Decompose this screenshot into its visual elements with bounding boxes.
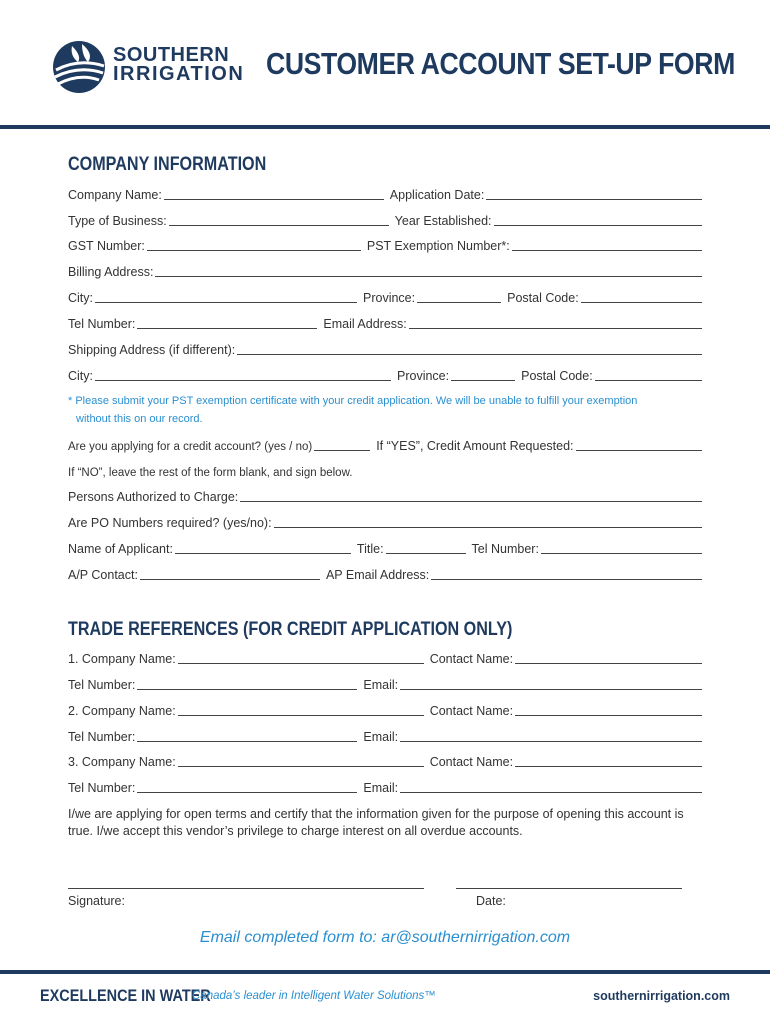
row-shipping-city bbox=[68, 365, 702, 385]
shipping-city-field[interactable] bbox=[95, 367, 391, 381]
applicant-tel-field[interactable] bbox=[541, 540, 702, 554]
ref1-contact-field[interactable] bbox=[515, 650, 702, 664]
shipping-address-field[interactable] bbox=[237, 341, 702, 355]
date-field[interactable] bbox=[456, 888, 682, 889]
row-type-of-business bbox=[68, 210, 702, 230]
signature-field[interactable] bbox=[68, 888, 424, 889]
label-name-of-applicant: Name of Applicant: bbox=[68, 542, 173, 556]
email-instruction[interactable]: Email completed form to: ar@southernirrigation.com bbox=[199, 929, 571, 946]
label-credit-question: Are you applying for a credit account? (yes / no) bbox=[68, 441, 313, 453]
ref2-company-field[interactable] bbox=[178, 702, 424, 716]
label-shipping-address: Shipping Address (if different): bbox=[68, 343, 236, 357]
certification-text: I/we are applying for open terms and certify that the information given for the purpose of opening this account is true. I/we accept this vendor’s privilege to charge interest on all overdue accounts. bbox=[68, 807, 684, 838]
label-email-address: Email Address: bbox=[323, 317, 407, 331]
company-name-field[interactable] bbox=[164, 186, 384, 200]
label-ap-contact: A/P Contact: bbox=[68, 568, 138, 582]
label-postal-code: Postal Code: bbox=[507, 291, 579, 305]
label-pst-exemption: PST Exemption Number*: bbox=[366, 239, 510, 253]
pst-note-line-2: without this on our record. bbox=[76, 413, 203, 425]
year-established-field[interactable] bbox=[494, 212, 703, 226]
row-gst-number bbox=[68, 235, 702, 255]
footer-slogan: EXCELLENCE IN WATER bbox=[40, 986, 211, 1005]
gst-number-field[interactable] bbox=[147, 237, 361, 251]
label-credit-amount: If “YES”, Credit Amount Requested: bbox=[376, 439, 574, 453]
ref2-contact-field[interactable] bbox=[515, 702, 702, 716]
label-tel-number: Tel Number: bbox=[68, 317, 136, 331]
row-shipping-address bbox=[68, 339, 702, 359]
page-title: CUSTOMER ACCOUNT SET-UP FORM bbox=[266, 46, 735, 81]
billing-address-field[interactable] bbox=[155, 263, 702, 277]
label-company-name: Company Name: bbox=[68, 188, 162, 202]
label-billing-address: Billing Address: bbox=[68, 265, 154, 279]
label-applicant-tel: Tel Number: bbox=[471, 542, 539, 556]
section-title-company-information: COMPANY INFORMATION bbox=[68, 154, 267, 175]
label-ref2-contact: Contact Name: bbox=[429, 704, 514, 718]
row-applicant bbox=[68, 538, 702, 558]
label-year-established: Year Established: bbox=[394, 214, 492, 228]
row-company-name bbox=[68, 184, 702, 204]
row-billing-address bbox=[68, 261, 702, 281]
header bbox=[0, 0, 770, 132]
ref1-company-field[interactable] bbox=[178, 650, 424, 664]
trade-ref-2-tel-row bbox=[68, 726, 702, 746]
pst-exemption-field[interactable] bbox=[512, 237, 702, 251]
label-shipping-city: City: bbox=[68, 369, 93, 383]
row-ap-contact bbox=[68, 564, 702, 584]
trade-ref-2-company-row bbox=[68, 700, 702, 720]
type-of-business-field[interactable] bbox=[169, 212, 389, 226]
no-instruction-text: If “NO”, leave the rest of the form blank, and sign below. bbox=[68, 467, 353, 479]
ap-email-field[interactable] bbox=[431, 566, 702, 580]
province-field[interactable] bbox=[417, 289, 501, 303]
po-required-field[interactable] bbox=[274, 514, 702, 528]
trade-ref-1-company-row bbox=[68, 648, 702, 668]
city-field[interactable] bbox=[95, 289, 357, 303]
credit-yes-no-field[interactable] bbox=[314, 437, 370, 451]
label-ref1-tel: Tel Number: bbox=[68, 678, 136, 692]
footer-divider bbox=[0, 970, 770, 974]
applicant-title-field[interactable] bbox=[386, 540, 466, 554]
label-po-required: Are PO Numbers required? (yes/no): bbox=[68, 516, 272, 530]
shipping-province-field[interactable] bbox=[451, 367, 515, 381]
footer-website-link[interactable]: southernirrigation.com bbox=[593, 989, 730, 1003]
ref1-email-field[interactable] bbox=[400, 676, 702, 690]
label-ref1-contact: Contact Name: bbox=[429, 652, 514, 666]
label-ref3-company: 3. Company Name: bbox=[68, 755, 176, 769]
trade-ref-3-company-row bbox=[68, 751, 702, 771]
ref1-tel-field[interactable] bbox=[137, 676, 357, 690]
name-of-applicant-field[interactable] bbox=[175, 540, 351, 554]
label-province: Province: bbox=[363, 291, 416, 305]
label-ref2-email: Email: bbox=[363, 730, 399, 744]
ref3-email-field[interactable] bbox=[400, 779, 702, 793]
label-ref2-tel: Tel Number: bbox=[68, 730, 136, 744]
label-shipping-province: Province: bbox=[397, 369, 450, 383]
pst-exemption-note bbox=[68, 392, 637, 428]
label-gst-number: GST Number: bbox=[68, 239, 145, 253]
label-ref3-contact: Contact Name: bbox=[429, 755, 514, 769]
pst-note-line-1: * Please submit your PST exemption certificate with your credit application. We will be unable to fulfill your exemption bbox=[68, 395, 638, 407]
credit-amount-field[interactable] bbox=[576, 437, 702, 451]
ref2-tel-field[interactable] bbox=[137, 728, 357, 742]
label-persons-authorized: Persons Authorized to Charge: bbox=[68, 490, 239, 504]
trade-ref-1-tel-row bbox=[68, 674, 702, 694]
postal-code-field[interactable] bbox=[581, 289, 702, 303]
label-shipping-postal-code: Postal Code: bbox=[521, 369, 593, 383]
signature-label: Signature: bbox=[68, 894, 125, 908]
label-city: City: bbox=[68, 291, 93, 305]
logo-wordmark: SOUTHERN IRRIGATION bbox=[113, 44, 245, 85]
row-tel-email bbox=[68, 313, 702, 333]
ref3-company-field[interactable] bbox=[178, 753, 424, 767]
ap-contact-field[interactable] bbox=[140, 566, 320, 580]
label-ref1-email: Email: bbox=[363, 678, 399, 692]
application-date-field[interactable] bbox=[486, 186, 702, 200]
ref3-tel-field[interactable] bbox=[137, 779, 357, 793]
shipping-postal-code-field[interactable] bbox=[595, 367, 702, 381]
label-application-date: Application Date: bbox=[389, 188, 485, 202]
email-address-field[interactable] bbox=[409, 315, 702, 329]
section-title-trade-references: TRADE REFERENCES (FOR CREDIT APPLICATION ONLY) bbox=[68, 619, 513, 640]
tel-number-field[interactable] bbox=[137, 315, 317, 329]
date-label: Date: bbox=[476, 894, 506, 908]
label-type-of-business: Type of Business: bbox=[68, 214, 167, 228]
row-city bbox=[68, 287, 702, 307]
label-ref2-company: 2. Company Name: bbox=[68, 704, 176, 718]
row-credit-question bbox=[68, 435, 702, 455]
ref2-email-field[interactable] bbox=[400, 728, 702, 742]
footer-tagline: Canada’s leader in Intelligent Water Solutions™ bbox=[192, 990, 436, 1002]
label-ap-email: AP Email Address: bbox=[325, 568, 430, 582]
persons-authorized-field[interactable] bbox=[240, 488, 702, 502]
trade-ref-3-tel-row bbox=[68, 777, 702, 797]
ref3-contact-field[interactable] bbox=[515, 753, 702, 767]
header-divider bbox=[0, 125, 770, 129]
label-ref1-company: 1. Company Name: bbox=[68, 652, 176, 666]
row-po-required bbox=[68, 512, 702, 532]
row-persons-authorized bbox=[68, 486, 702, 506]
label-ref3-tel: Tel Number: bbox=[68, 781, 136, 795]
label-applicant-title: Title: bbox=[356, 542, 384, 556]
row-no-instruction bbox=[68, 461, 702, 481]
label-ref3-email: Email: bbox=[363, 781, 399, 795]
